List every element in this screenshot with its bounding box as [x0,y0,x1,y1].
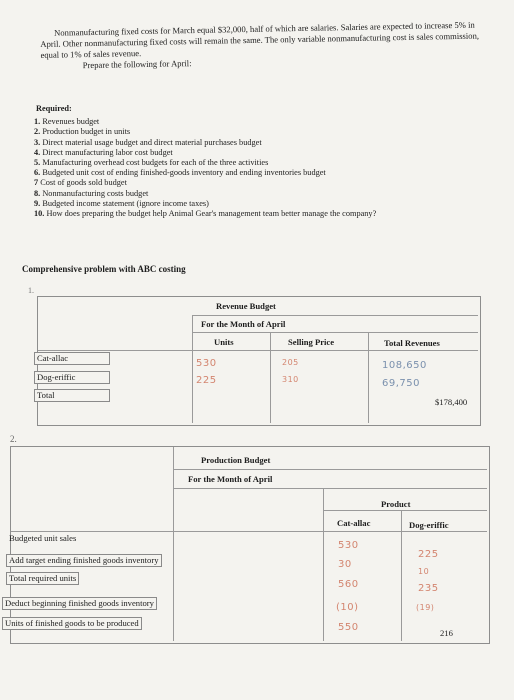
handwritten-cat-sales: 530 [338,540,359,551]
required-item: 10. How does preparing the budget help Animal Gear's management team better manage the company? [34,209,377,219]
production-subtitle: For the Month of April [188,474,273,484]
required-list [34,117,484,219]
required-item: 7 Cost of goods sold budget [34,178,127,188]
production-row-label: Add target ending finished goods inventory [6,554,162,567]
revenue-row-label: Dog-eriffic [34,371,110,384]
revenue-grand-total: $178,400 [435,397,468,407]
handwritten-total-cat: 108,650 [382,360,427,371]
production-col-cat: Cat-allac [337,518,371,528]
required-item: 6. Budgeted unit cost of ending finished-goods inventory and ending inventories budget [34,168,326,178]
handwritten-dog-sales: 225 [418,549,439,560]
required-heading: Required: [36,104,72,113]
intro-paragraph: Nonmanufacturing fixed costs for March equal $32,000, half of which are salaries. Salaries are expected to increase 5% in April. Other nonmanufacturing fixed costs will remain the same. The only variable nonmanufacturing cost is sales commission, equal to 1% of sales revenue. [40,19,480,60]
production-col-dog: Dog-eriffic [409,520,449,530]
production-row-label: Units of finished goods to be produced [2,617,142,630]
intro-text [40,19,489,72]
revenue-col-units: Units [214,337,234,347]
required-item: 1. Revenues budget [34,117,100,127]
handwritten-dog-total: 235 [418,583,439,594]
revenue-col-total: Total Revenues [384,338,440,348]
handwritten-price-cat: 205 [282,358,299,367]
handwritten-cat-ending: 30 [338,559,352,570]
required-section [34,104,484,219]
question-number-1: 1. [28,286,34,295]
production-dog-produced: 216 [440,628,453,638]
revenue-title: Revenue Budget [216,301,276,311]
prepare-line: Prepare the following for April: [82,58,192,71]
revenue-col-price: Selling Price [288,337,335,347]
handwritten-total-dog: 69,750 [382,378,420,389]
handwritten-dog-beginning: (19) [416,603,435,612]
production-row-label: Budgeted unit sales [9,533,77,543]
handwritten-units-cat: 530 [196,358,217,369]
production-budget-panel [10,446,490,644]
handwritten-cat-produced: 550 [338,622,359,633]
production-row-label: Total required units [6,572,79,585]
revenue-row-label: Cat-allac [34,352,110,365]
handwritten-cat-beginning: (10) [336,602,359,613]
required-item: 3. Direct material usage budget and direct material purchases budget [34,137,262,147]
handwritten-units-dog: 225 [196,375,217,386]
production-title: Production Budget [201,455,271,465]
required-item: 8. Nonmanufacturing costs budget [34,188,149,198]
required-item: 5. Manufacturing overhead cost budgets for each of the three activities [34,158,269,168]
required-item: 4. Direct manufacturing labor cost budget [34,147,173,157]
production-product-header: Product [381,499,411,509]
revenue-row-label: Total [34,389,110,402]
production-row-label: Deduct beginning finished goods inventory [2,597,157,610]
handwritten-cat-total: 560 [338,579,359,590]
revenue-subtitle: For the Month of April [201,319,286,329]
handwritten-price-dog: 310 [282,375,299,384]
question-number-2: 2. [10,434,17,444]
abc-section-title: Comprehensive problem with ABC costing [22,264,186,274]
required-item: 2. Production budget in units [34,127,131,137]
required-item: 9. Budgeted income statement (ignore income taxes) [34,198,209,208]
handwritten-dog-ending: 10 [418,567,430,576]
